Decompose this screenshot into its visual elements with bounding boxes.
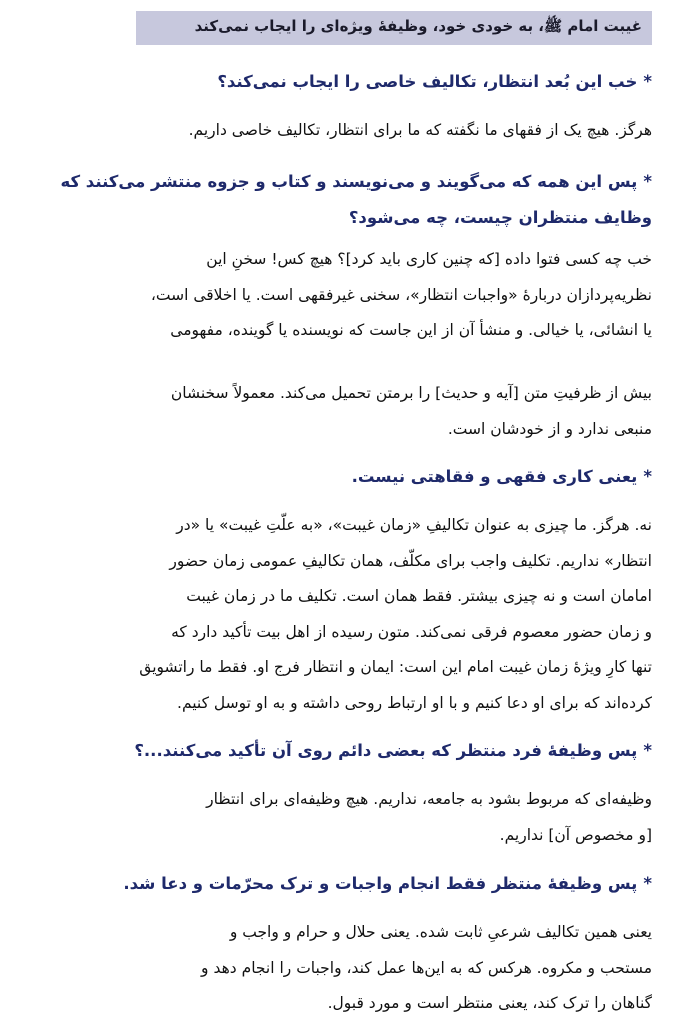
bullet-star-icon: * [643, 874, 652, 893]
answer-line: امامان است و نه چیزی بیشتر. فقط همان است. تکلیف ما در زمان غیبت [186, 587, 652, 605]
answer-line: مستحب و مکروه. هرکس که به این‌ها عمل کند، واجبات را انجام دهد و [201, 958, 652, 977]
answer-line: یا انشائی، یا خیالی. و منشأ آن از این جاست که نویسنده یا گوینده، مفهومی [170, 321, 652, 339]
answer-line: کرده‌اند که برای او دعا کنیم و با او ارتباط روحی داشته و به او توسل کنیم. [177, 693, 652, 712]
answer-2 [25, 242, 652, 349]
question-5: *پس وظیفهٔ منتظر فقط انجام واجبات و ترک محرّمات و دعا شد. [123, 874, 652, 893]
question-1: *خب این بُعد انتظار، تکالیف خاصی را ایجاب نمی‌کند؟ [217, 72, 652, 91]
answer-line: هرگز. هیچ یک از فقهای ما نگفته که ما برای انتظار، تکالیف خاصی داریم. [188, 121, 652, 139]
answer-line: تنها کارِ ویژهٔ زمان غیبت امام این است: ایمان و انتظار فرج او. فقط ما راتشویق [139, 658, 652, 676]
question-4: *پس وظیفهٔ فرد منتظر که بعضی دائم روی آن تأکید می‌کنند...؟ [134, 741, 652, 760]
bullet-star-icon: * [643, 741, 652, 760]
question-3: *یعنی کاری فقهی و فقاهتی نیست. [351, 467, 652, 486]
answer-5 [25, 915, 652, 1022]
answer-line: خب چه کسی فتوا داده [که چنین کاری باید کرد]؟ هیچ کس! سخنِ این [206, 250, 652, 268]
bullet-star-icon: * [643, 72, 652, 91]
answer-line: بیش از ظرفیتِ متن [آیه و حدیث] را برمتن تحمیل می‌کند. معمولاً سخنشان [170, 384, 652, 402]
answer-4 [25, 782, 652, 853]
answer-line: و زمان حضور معصوم فرقی نمی‌کند. متون رسیده از اهل بیت تأکید دارد که [171, 622, 652, 641]
question-2: *پس این همه که می‌گویند و می‌نویسند و کتاب و جزوه منتشر می‌کنند که وظایف منتظران چیست، چه می‌شود؟ [60, 172, 652, 227]
answer-line: [و مخصوص آن] نداریم. [499, 825, 652, 844]
answer-line: وظیفه‌ای که مربوط بشود به جامعه، نداریم. هیچ وظیفه‌ای برای انتظار [206, 790, 652, 808]
answer-line: گناهان را ترک کند، یعنی منتظر است و مورد قبول. [327, 994, 652, 1012]
answer-1 [25, 113, 652, 149]
answer-line: یعنی همین تکالیف شرعیِ ثابت شده. یعنی حلال و حرام و واجب و [229, 923, 652, 941]
answer-line: منبعی ندارد و از خودشان است. [447, 419, 652, 438]
section-title-bar [136, 11, 652, 45]
bullet-star-icon: * [643, 467, 652, 486]
answer-2-continued [25, 376, 652, 447]
bullet-star-icon: * [643, 172, 652, 191]
section-title: غیبت امام ﷺ، به خودی خود، وظیفهٔ ویژه‌ای را ایجاب نمی‌کند [194, 17, 642, 35]
answer-line: نه. هرگز. ما چیزی به عنوان تکالیفِ «زمان غیبت»، «به علّتِ غیبت» یا «در [176, 516, 652, 534]
answer-line: نظریه‌پردازان دربارهٔ «واجبات انتظار»، سخنی غیرفقهی است. یا اخلاقی است، [150, 285, 652, 304]
answer-line: انتظار» نداریم. تکلیف واجب برای مکلّف، همان تکالیفِ عمومی زمان حضور [169, 551, 652, 570]
answer-3 [25, 508, 652, 721]
